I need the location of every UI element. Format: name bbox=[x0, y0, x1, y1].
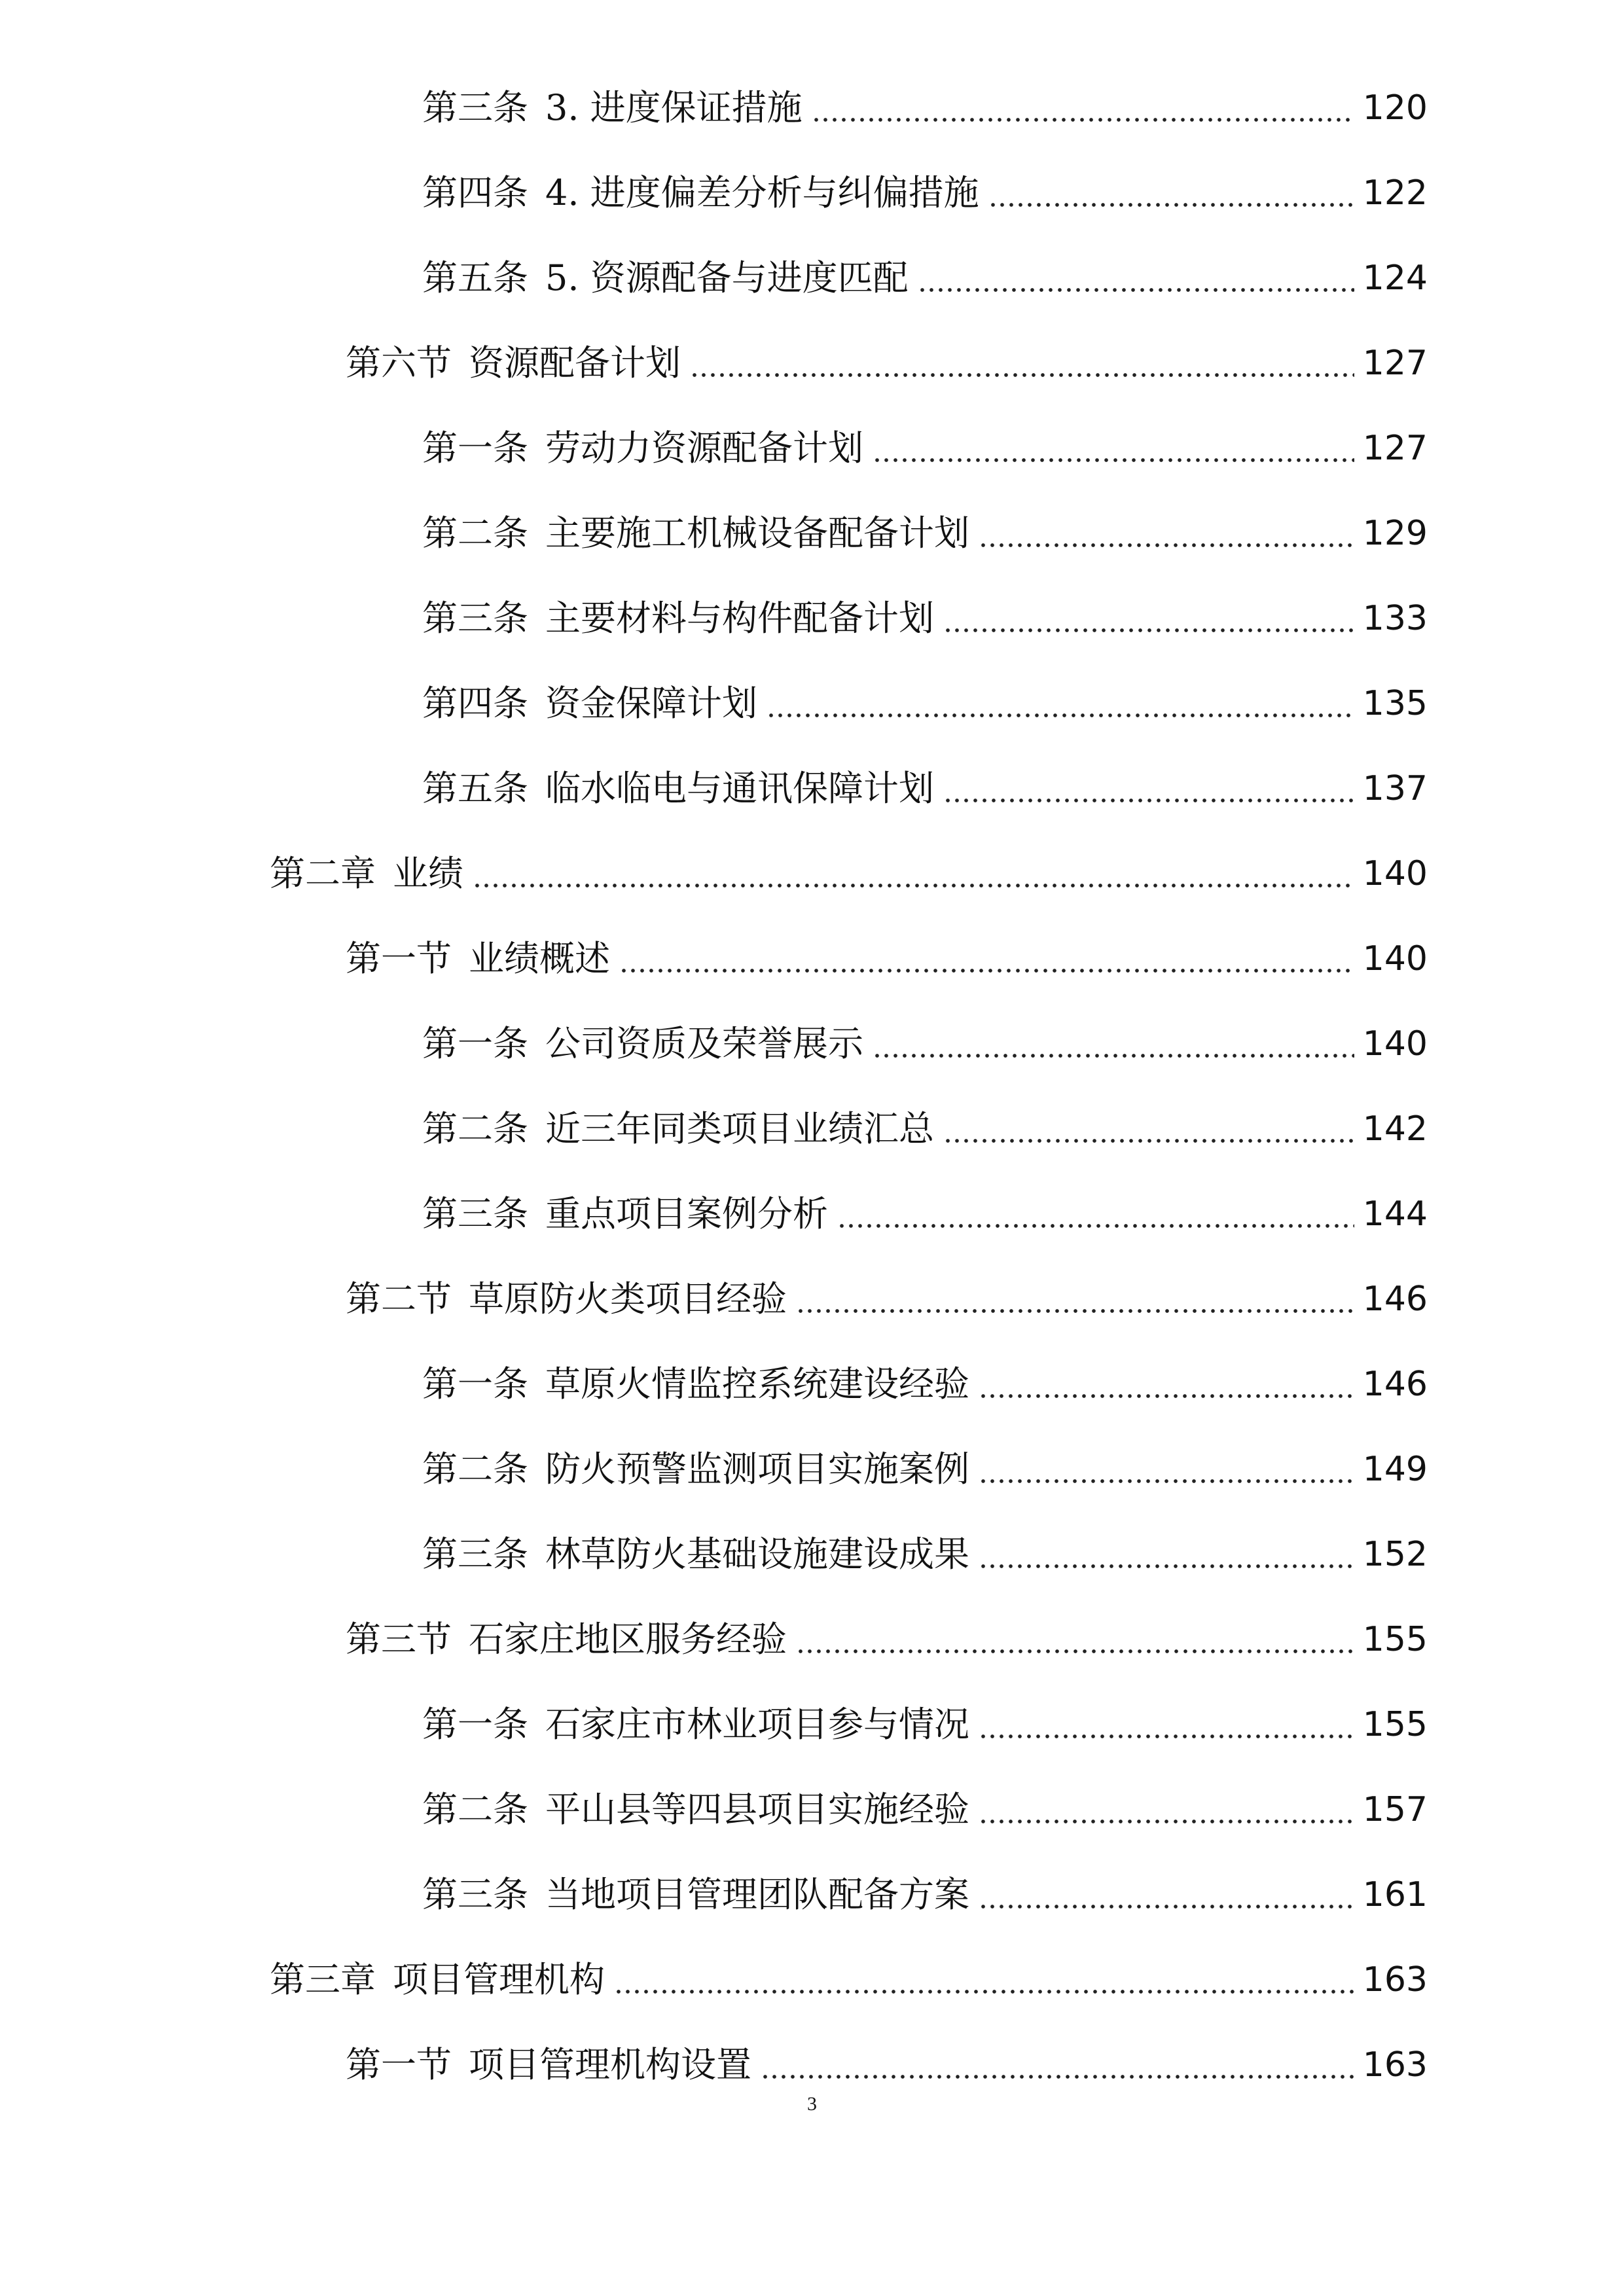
toc-entry[interactable] bbox=[422, 1767, 1428, 1852]
toc-entry[interactable] bbox=[422, 1852, 1428, 1937]
toc-entry-number: 第三条 bbox=[422, 1874, 528, 1915]
toc-entry-number: 第一条 bbox=[422, 1704, 528, 1745]
toc-entry-number: 第二条 bbox=[422, 512, 528, 554]
dot-leader bbox=[979, 1707, 1354, 1742]
toc-entry[interactable] bbox=[422, 1172, 1428, 1257]
toc-entry[interactable] bbox=[422, 151, 1428, 236]
toc-entry-page: 140 bbox=[1362, 939, 1428, 978]
toc-entry[interactable] bbox=[422, 746, 1428, 831]
toc-entry[interactable] bbox=[346, 321, 1428, 406]
toc-entry-title: 劳动力资源配备计划 bbox=[545, 427, 863, 469]
toc-entry-page: 155 bbox=[1362, 1705, 1428, 1744]
toc-entry-title: 石家庄地区服务经验 bbox=[469, 1619, 787, 1660]
toc-entry-number: 第一条 bbox=[422, 1023, 528, 1064]
toc-entry[interactable] bbox=[346, 1257, 1428, 1342]
dot-leader bbox=[796, 1282, 1354, 1317]
toc-entry-number: 第四条 bbox=[422, 683, 528, 724]
toc-entry-page: 152 bbox=[1362, 1535, 1428, 1574]
toc-entry-number: 第三条 bbox=[422, 1193, 528, 1234]
toc-entry[interactable] bbox=[422, 1001, 1428, 1086]
toc-entry-title: 近三年同类项目业绩汇总 bbox=[545, 1108, 934, 1149]
dot-leader bbox=[943, 601, 1354, 636]
toc-entry-page: 157 bbox=[1362, 1790, 1428, 1829]
toc-entry-number: 第四条 bbox=[422, 172, 528, 213]
dot-leader bbox=[796, 1622, 1354, 1657]
toc-entry-page: 135 bbox=[1362, 684, 1428, 723]
toc-entry-page: 163 bbox=[1362, 2045, 1428, 2085]
toc-entry-number: 第三条 bbox=[422, 598, 528, 639]
toc-entry-number: 第一条 bbox=[422, 427, 528, 469]
dot-leader bbox=[690, 346, 1354, 381]
toc-entry-page: 140 bbox=[1362, 854, 1428, 893]
toc-entry[interactable] bbox=[422, 1427, 1428, 1512]
dot-leader bbox=[619, 941, 1354, 977]
toc-entry-title: 资金保障计划 bbox=[545, 683, 757, 724]
toc-entry-page: 149 bbox=[1362, 1450, 1428, 1489]
toc-entry-page: 133 bbox=[1362, 599, 1428, 638]
toc-entry-number: 第五条 bbox=[422, 257, 528, 298]
toc-entry-page: 127 bbox=[1362, 429, 1428, 468]
toc-entry[interactable] bbox=[422, 1342, 1428, 1427]
toc-entry[interactable] bbox=[270, 1937, 1428, 2022]
toc-entry[interactable] bbox=[346, 916, 1428, 1001]
dot-leader bbox=[979, 1792, 1354, 1827]
dot-leader bbox=[979, 516, 1354, 551]
dot-leader bbox=[873, 1026, 1354, 1062]
dot-leader bbox=[979, 1877, 1354, 1912]
toc-entry[interactable] bbox=[422, 491, 1428, 576]
dot-leader bbox=[979, 1367, 1354, 1402]
toc-entry-number: 第一节 bbox=[346, 2044, 452, 2085]
toc-entry-title: 项目管理机构设置 bbox=[469, 2044, 751, 2085]
dot-leader bbox=[918, 260, 1354, 296]
toc-entry-page: 161 bbox=[1362, 1875, 1428, 1914]
toc-entry-page: 163 bbox=[1362, 1960, 1428, 2000]
toc-entry-number: 第六节 bbox=[346, 342, 452, 384]
toc-entry-number: 第一条 bbox=[422, 1363, 528, 1405]
toc-entry[interactable] bbox=[422, 65, 1428, 151]
toc-entry-title: 临水临电与通讯保障计划 bbox=[545, 768, 934, 809]
toc-entry-number: 第二条 bbox=[422, 1448, 528, 1490]
toc-entry-number: 第三节 bbox=[346, 1619, 452, 1660]
toc-entry-title: 草原防火类项目经验 bbox=[469, 1278, 787, 1319]
toc-entry-title: 平山县等四县项目实施经验 bbox=[545, 1789, 969, 1830]
toc-entry-title: 业绩 bbox=[393, 853, 463, 894]
toc-entry-page: 155 bbox=[1362, 1620, 1428, 1659]
toc-entry-title: 资源配备计划 bbox=[469, 342, 681, 384]
toc-entry-title: 主要材料与构件配备计划 bbox=[545, 598, 934, 639]
toc-entry-page: 140 bbox=[1362, 1024, 1428, 1064]
dot-leader bbox=[873, 431, 1354, 466]
toc-entry-title: 4. 进度偏差分析与纠偏措施 bbox=[545, 172, 979, 213]
dot-leader bbox=[473, 856, 1354, 891]
toc-entry-number: 第一节 bbox=[346, 938, 452, 979]
toc-entry-page: 129 bbox=[1362, 514, 1428, 553]
toc-entry[interactable] bbox=[422, 661, 1428, 746]
toc-entry-title: 主要施工机械设备配备计划 bbox=[545, 512, 969, 554]
dot-leader bbox=[837, 1196, 1354, 1232]
toc-entry[interactable] bbox=[422, 236, 1428, 321]
toc-entry[interactable] bbox=[346, 1597, 1428, 1682]
toc-entry-page: 137 bbox=[1362, 769, 1428, 808]
toc-entry-number: 第二章 bbox=[270, 853, 376, 894]
toc-entry-title: 公司资质及荣誉展示 bbox=[545, 1023, 863, 1064]
dot-leader bbox=[614, 1962, 1354, 1998]
dot-leader bbox=[943, 771, 1354, 806]
toc-entry-page: 144 bbox=[1362, 1194, 1428, 1234]
toc-entry-title: 防火预警监测项目实施案例 bbox=[545, 1448, 969, 1490]
toc-entry-number: 第三章 bbox=[270, 1959, 376, 2000]
toc-entry[interactable] bbox=[422, 1086, 1428, 1172]
toc-entry-page: 127 bbox=[1362, 344, 1428, 383]
dot-leader bbox=[767, 686, 1354, 721]
toc-entry-title: 石家庄市林业项目参与情况 bbox=[545, 1704, 969, 1745]
toc-entry[interactable] bbox=[422, 576, 1428, 661]
toc-entry-number: 第二条 bbox=[422, 1789, 528, 1830]
toc-entry-title: 重点项目案例分析 bbox=[545, 1193, 828, 1234]
toc-entry-number: 第三条 bbox=[422, 1534, 528, 1575]
toc-entry-title: 3. 进度保证措施 bbox=[545, 87, 803, 128]
toc-entry-title: 5. 资源配备与进度匹配 bbox=[545, 257, 909, 298]
dot-leader bbox=[812, 90, 1354, 126]
toc-entry-page: 122 bbox=[1362, 173, 1428, 213]
dot-leader bbox=[979, 1537, 1354, 1572]
dot-leader bbox=[943, 1111, 1354, 1147]
toc-entry-number: 第二节 bbox=[346, 1278, 452, 1319]
toc-entry[interactable] bbox=[422, 1512, 1428, 1597]
toc-entry-page: 124 bbox=[1362, 259, 1428, 298]
toc-entry-page: 146 bbox=[1362, 1280, 1428, 1319]
toc-entry-page: 146 bbox=[1362, 1365, 1428, 1404]
toc-entry-title: 林草防火基础设施建设成果 bbox=[545, 1534, 969, 1575]
toc-entry-page: 142 bbox=[1362, 1109, 1428, 1149]
toc-entry-number: 第五条 bbox=[422, 768, 528, 809]
toc-entry[interactable] bbox=[422, 1682, 1428, 1767]
dot-leader bbox=[988, 175, 1354, 211]
toc-entry[interactable] bbox=[270, 831, 1428, 916]
toc-entry-title: 业绩概述 bbox=[469, 938, 610, 979]
toc-entry-title: 项目管理机构 bbox=[393, 1959, 605, 2000]
toc-entry-number: 第二条 bbox=[422, 1108, 528, 1149]
toc-entry-title: 当地项目管理团队配备方案 bbox=[545, 1874, 969, 1915]
dot-leader bbox=[979, 1452, 1354, 1487]
page-number: 3 bbox=[807, 2093, 817, 2115]
toc-entry-number: 第三条 bbox=[422, 87, 528, 128]
dot-leader bbox=[761, 2047, 1354, 2083]
toc-entry-page: 120 bbox=[1362, 88, 1428, 128]
toc-entry-title: 草原火情监控系统建设经验 bbox=[545, 1363, 969, 1405]
toc-entry[interactable] bbox=[422, 406, 1428, 491]
